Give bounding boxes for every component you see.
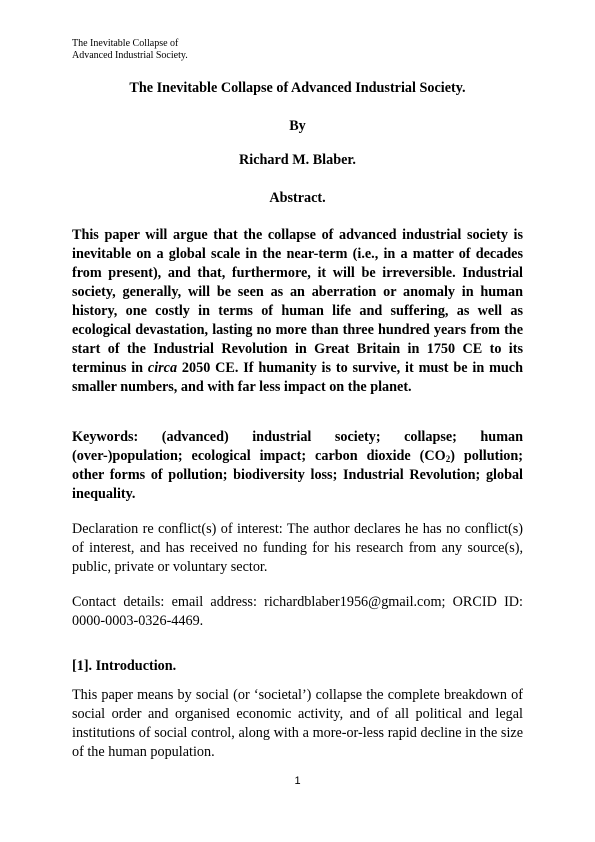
abstract-text xyxy=(72,226,523,397)
contact-details: Contact details: email address: richardblaber1956@gmail.com; ORCID ID: 0000-0003-0326-4469. xyxy=(72,594,523,629)
paper-title: The Inevitable Collapse of Advanced Industrial Society. xyxy=(129,80,466,96)
abstract-text-part-2: 2050 CE. If humanity is to survive, it must be in much smaller numbers, and with far less impact on the planet. xyxy=(72,360,523,395)
keywords xyxy=(72,428,523,504)
running-header-line-2: Advanced Industrial Society. xyxy=(72,50,188,61)
abstract-heading: Abstract. xyxy=(269,190,326,206)
section-heading: [1]. Introduction. xyxy=(72,658,177,674)
author-name: Richard M. Blaber. xyxy=(239,152,356,168)
declaration: Declaration re conflict(s) of interest: The author declares he has no conflict(s) of interest, and has received no funding for his research from any source(s), public, private or voluntary sector. xyxy=(72,521,523,575)
intro-paragraph: This paper means by social (or ‘societal’) collapse the complete breakdown of social order and organised economic activity, and of all political and legal institutions of social control, along with a more-or-less rapid decline in the size of the human population. xyxy=(72,687,523,760)
running-header xyxy=(72,38,188,62)
keywords-subscript: 2 xyxy=(445,454,451,464)
by-line: By xyxy=(289,118,306,134)
abstract-text-part-1: This paper will argue that the collapse of advanced industrial society is inevitable on a global scale in the near-term (i.e., in a matter of decades from present), and that, furthermore, it will be irreversible. Industrial society, generally, will be seen as an aberration or anomaly in human history, one costly in terms of human life and suffering, as well as ecological devastation, lasting no more than three hundred years from the start of the Industrial Revolution in Great Britain in 1750 CE to its terminus in xyxy=(72,227,523,376)
keywords-part-1: Keywords: (advanced) industrial society; collapse; human (over-)population; ecological impact; carbon dioxide (CO xyxy=(72,429,523,464)
page-number: 1 xyxy=(294,775,301,787)
keywords-part-2: ) pollution; other forms of pollution; biodiversity loss; Industrial Revolution; global inequality. xyxy=(72,448,524,502)
running-header-line-1: The Inevitable Collapse of xyxy=(72,38,179,49)
abstract-circa: circa xyxy=(147,360,178,376)
